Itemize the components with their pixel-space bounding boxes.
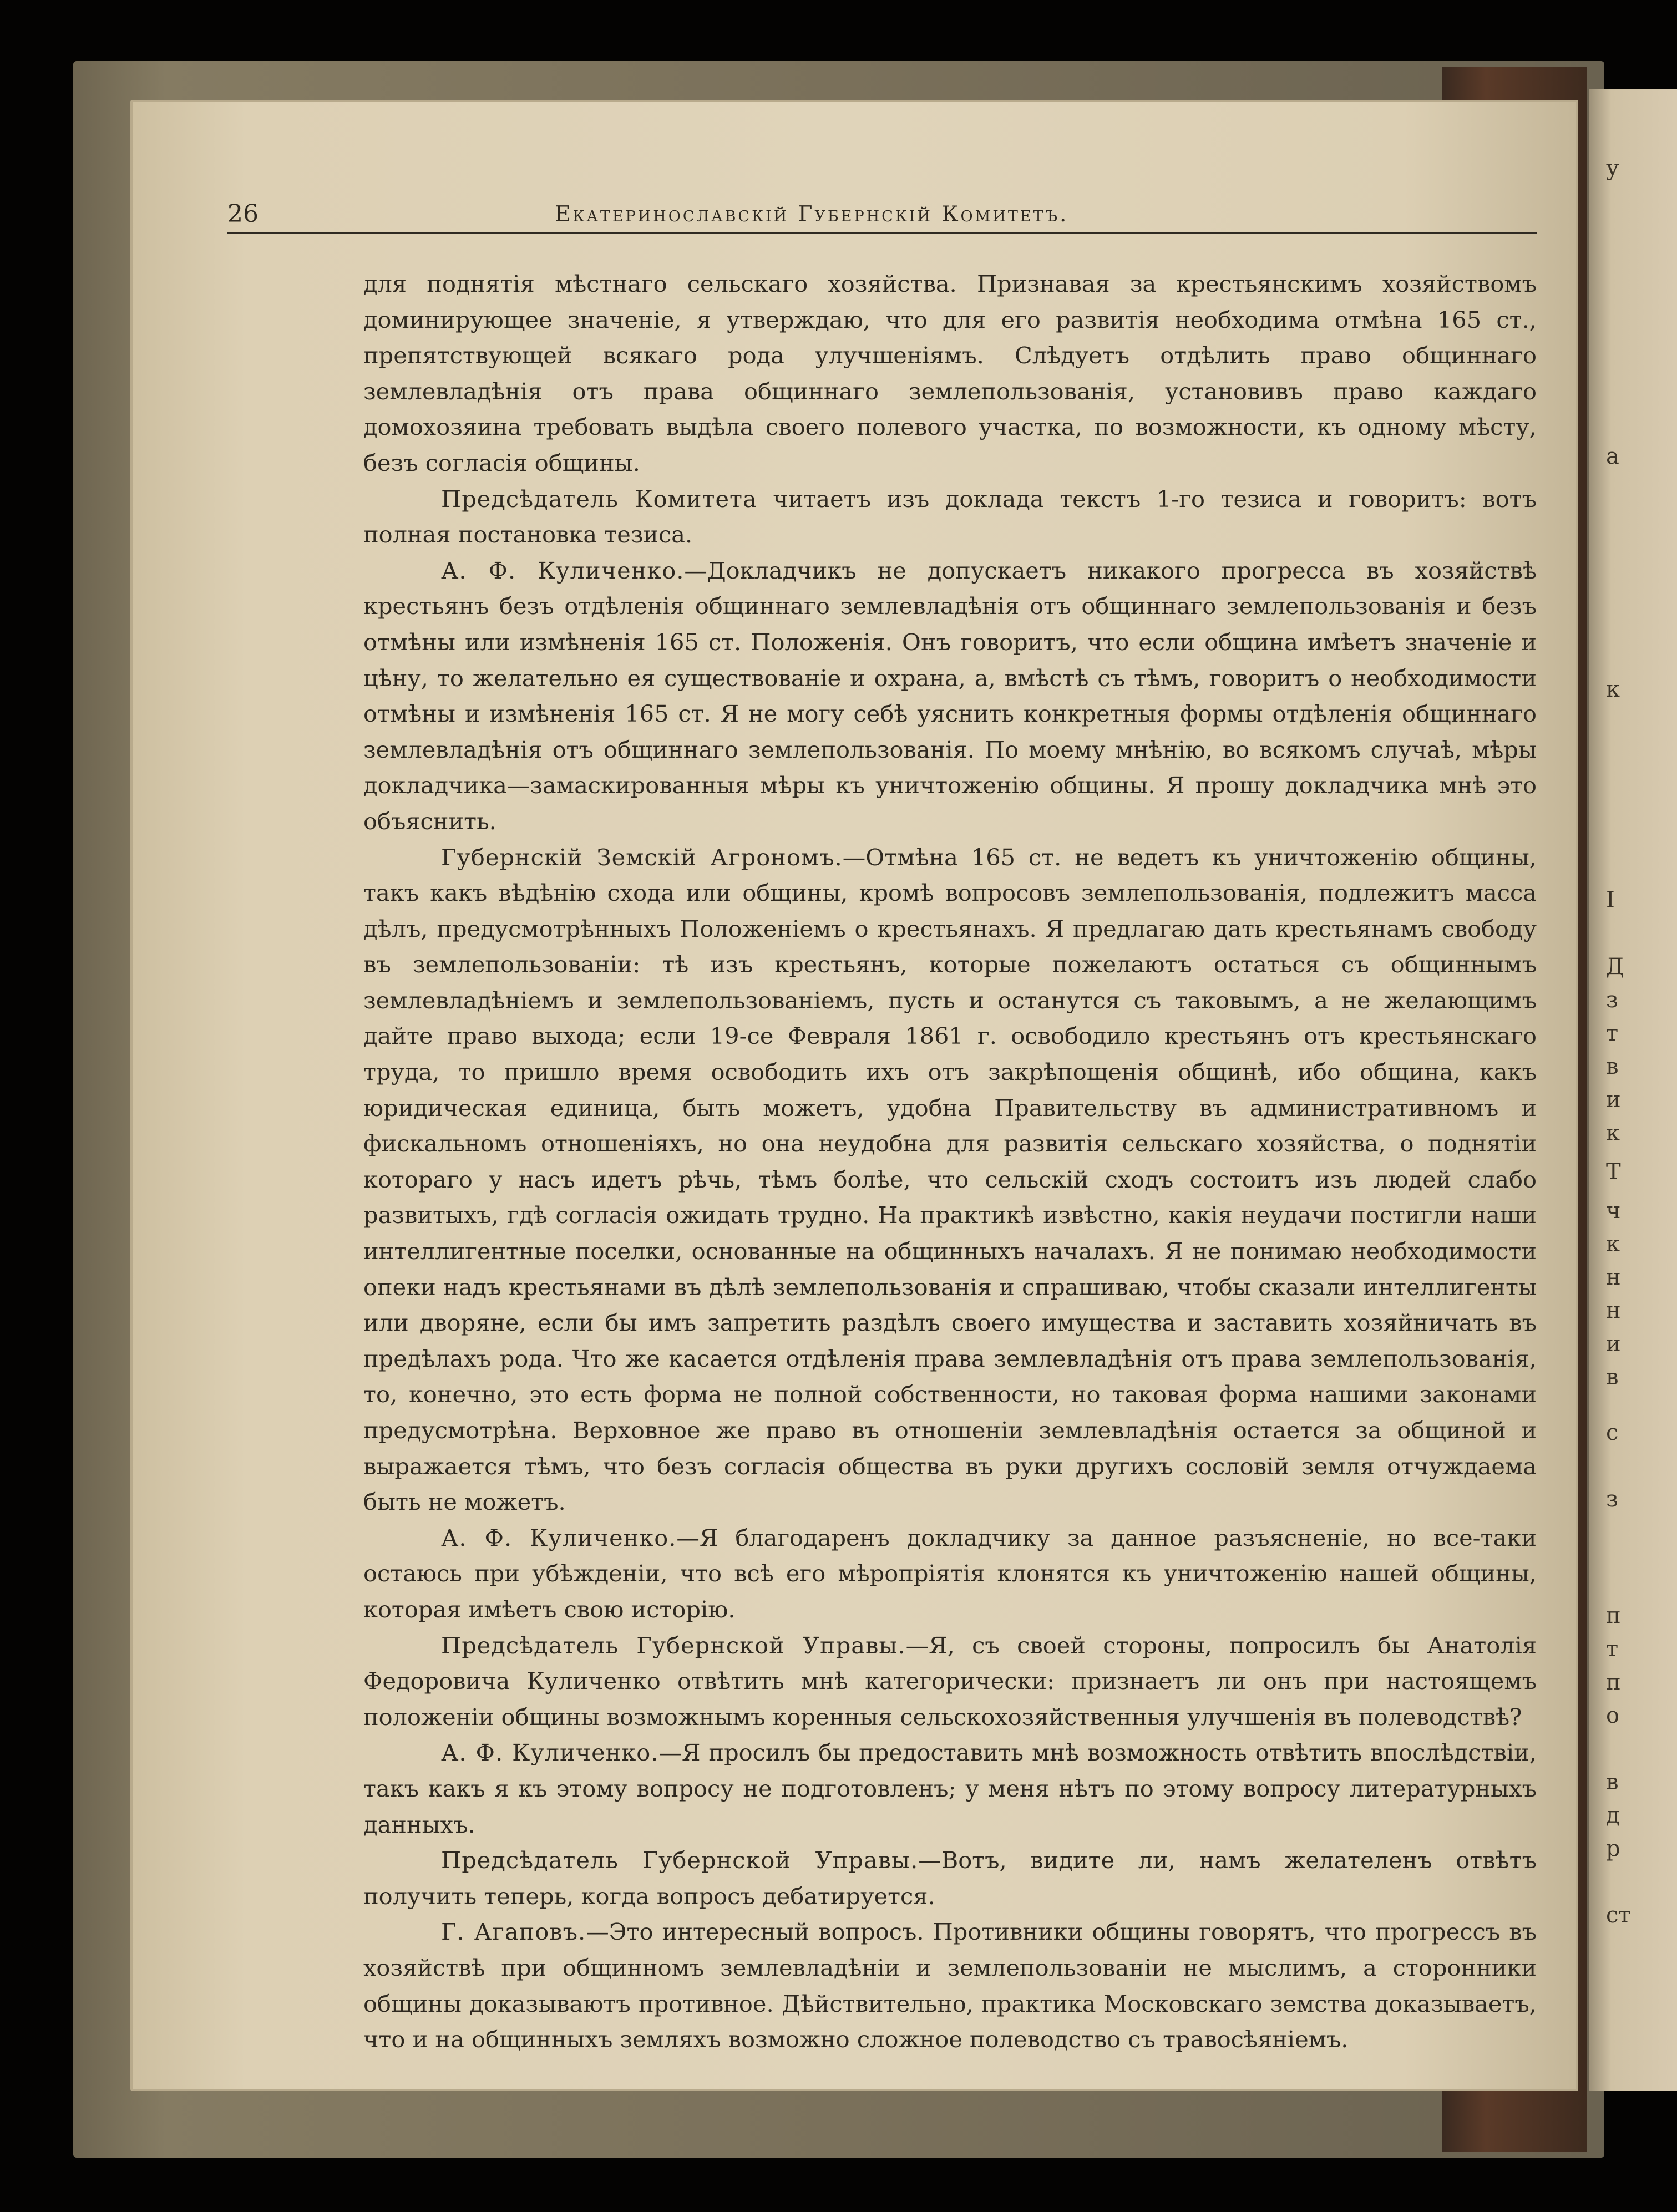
speaker: Г. Агаповъ. xyxy=(441,1918,586,1946)
paragraph-text: для поднятія мѣстнаго сельскаго хозяйства. Признавая за крестьянскимъ хозяйствомъ доминирующее значеніе, я утверждаю, что для его развитія необходима отмѣна 165 ст., препятствующей всякаго рода улучшеніямъ. Слѣдуетъ отдѣлить право общиннаго землевладѣнія отъ права общиннаго землепользованія, установивъ право каждаго домохозяина требовать выдѣла своего полевого участка, по возможности, къ одному мѣсту, безъ согласія общины. xyxy=(363,270,1537,476)
body-text xyxy=(363,266,1537,2058)
adjacent-page-fragment: а xyxy=(1606,444,1619,469)
adjacent-page-fragment: р xyxy=(1606,1836,1620,1861)
paragraph-text: —Я благодаренъ докладчику за данное разъясненіе, но все-таки остаюсь при убѣжденіи, что всѣ его мѣропріятія клонятся къ уничтоженію нашей общины, которая имѣетъ свою исторію. xyxy=(363,1524,1537,1623)
speaker: А. Ф. Куличенко. xyxy=(441,1739,659,1767)
adjacent-page xyxy=(1589,89,1677,2091)
adjacent-page-fragment: ст xyxy=(1606,1902,1631,1928)
speaker: Губернскій Земскій Агрономъ. xyxy=(441,843,843,871)
paragraph xyxy=(363,1735,1537,1843)
paragraph xyxy=(363,1914,1537,2057)
adjacent-page-fragment: з xyxy=(1606,987,1618,1013)
speaker: Предсѣдатель Губернской Управы. xyxy=(441,1846,919,1874)
speaker: Предсѣдатель Комитета xyxy=(441,485,757,513)
adjacent-page-fragment: т xyxy=(1606,1636,1619,1662)
adjacent-page-fragment: д xyxy=(1606,1803,1620,1828)
paragraph-text: —Вотъ, видите ли, намъ желателенъ отвѣтъ получить теперь, когда вопросъ дебатируется. xyxy=(363,1846,1537,1910)
paragraph xyxy=(363,266,1537,481)
paragraph xyxy=(363,840,1537,1520)
paragraph-text: —Докладчикъ не допускаетъ никакого прогресса въ хозяйствѣ крестьянъ безъ отдѣленія общиннаго землевладѣнія отъ общиннаго землепользованія и безъ отмѣны или измѣненія 165 ст. Положенія. Онъ говоритъ, что если община имѣетъ значеніе и цѣну, то желательно ея существованіе и охрана, а, вмѣстѣ съ тѣмъ, говоритъ о необходимости отмѣны и измѣненія 165 ст. Я не могу себѣ уяснить конкретныя формы отдѣленія общиннаго землевладѣнія отъ общиннаго землепользованія. По моему мнѣнію, во всякомъ случаѣ, мѣры докладчика—замаскированныя мѣры къ уничтоженію общины. Я прошу докладчика мнѣ это объяснить. xyxy=(363,556,1537,835)
adjacent-page-fragment: н xyxy=(1606,1265,1621,1290)
adjacent-page-fragment: к xyxy=(1606,1231,1620,1257)
paragraph xyxy=(363,1843,1537,1914)
adjacent-page-fragment: и xyxy=(1606,1087,1621,1113)
adjacent-page-fragment: п xyxy=(1606,1670,1621,1695)
header-rule xyxy=(227,232,1537,234)
adjacent-page-fragment: в xyxy=(1606,1054,1619,1079)
adjacent-page-fragment: п xyxy=(1606,1603,1621,1628)
running-title: Екатеринославскій Губернскій Комитетъ. xyxy=(555,202,1069,227)
adjacent-page-fragment: в xyxy=(1606,1364,1619,1390)
adjacent-page-fragment: у xyxy=(1606,155,1619,181)
adjacent-page-fragment: Т xyxy=(1606,1159,1621,1185)
adjacent-page-fragment: Д xyxy=(1606,954,1624,980)
adjacent-page-fragment: в xyxy=(1606,1769,1619,1795)
paragraph-text: читаетъ изъ доклада текстъ 1-го тезиса и говоритъ: вотъ полная постановка тезиса. xyxy=(363,485,1537,549)
paragraph-text: —Отмѣна 165 ст. не ведетъ къ уничтоженію общины, такъ какъ вѣдѣнію схода или общины, кромѣ вопросовъ землепользованія, подлежитъ масса дѣлъ, предусмотрѣнныхъ Положеніемъ о крестьянахъ. Я предлагаю дать крестьянамъ свободу въ землепользованіи: тѣ изъ крестьянъ, которые пожелаютъ остаться съ общиннымъ землевладѣніемъ и землепользованіемъ, пусть и останутся съ таковымъ, а не желающимъ дайте право выхода; если 19-се Февраля 1861 г. освободило крестьянъ отъ крестьянскаго труда, то пришло время освободить ихъ отъ закрѣпощенія общинѣ, ибо община, какъ юридическая единица, быть можетъ, удобна Правительству въ административномъ и фискальномъ отношеніяхъ, но она неудобна для развитія сельскаго хозяйства, о поднятіи котораго у насъ идетъ рѣчь, тѣмъ болѣе, что сельскій сходъ состоитъ изъ людей слабо развитыхъ, гдѣ согласія ожидать трудно. На практикѣ извѣстно, какія неудачи постигли наши интеллигентные поселки, основанные на общинныхъ началахъ. Я не понимаю необходимости опеки надъ крестьянами въ дѣлѣ землепользованія и спрашиваю, чтобы сказали интеллигенты или дворяне, если бы имъ запретить раздѣлъ своего имущества и заставить хозяйничать въ предѣлахъ рода. Что же касается отдѣленія права землевладѣнія отъ права землепользованія, то, конечно, это есть форма не полной собственности, но таковая форма нашими законами предусмотрѣна. Верховное же право въ отношеніи землевладѣнія остается за общиной и выражается тѣмъ, что безъ согласія общества въ руки другихъ сословій земля отчуждаема быть не можетъ. xyxy=(363,843,1537,1516)
adjacent-page-fragment: к xyxy=(1606,1120,1620,1146)
paragraph xyxy=(363,1520,1537,1628)
speaker: А. Ф. Куличенко. xyxy=(441,556,685,584)
speaker: Предсѣдатель Губернской Управы. xyxy=(441,1631,906,1659)
paragraph xyxy=(363,553,1537,840)
adjacent-page-fragment: I xyxy=(1606,887,1615,913)
paragraph-text: —Это интересный вопросъ. Противники общины говорятъ, что прогрессъ въ хозяйствѣ при общинномъ землевладѣніи и землепользованіи не мыслимъ, а сторонники общины доказываютъ противное. Дѣйствительно, практика Московскаго земства доказываетъ, что и на общинныхъ земляхъ возможно сложное полеводство съ травосѣяніемъ. xyxy=(363,1918,1537,2053)
page-number: 26 xyxy=(227,200,259,228)
page-header xyxy=(227,200,1537,233)
adjacent-page-fragment: н xyxy=(1606,1298,1621,1323)
adjacent-page-fragment: о xyxy=(1606,1703,1620,1728)
paragraph-text: —Я, съ своей стороны, попросилъ бы Анатолія Федоровича Куличенко отвѣтить мнѣ категорически: признаетъ ли онъ при настоящемъ положеніи общины возможнымъ коренныя сельскохозяйственныя улучшенія въ полеводствѣ? xyxy=(363,1631,1537,1731)
adjacent-page-fragment: с xyxy=(1606,1420,1619,1445)
paragraph xyxy=(363,1628,1537,1736)
adjacent-page-fragment: к xyxy=(1606,677,1620,702)
paragraph-text: —Я просилъ бы предоставить мнѣ возможность отвѣтить впослѣдствіи, такъ какъ я къ этому вопросу не подготовленъ; у меня нѣтъ по этому вопросу литературныхъ данныхъ. xyxy=(363,1739,1537,1838)
adjacent-page-fragment: т xyxy=(1606,1021,1619,1046)
adjacent-page-fragment: ч xyxy=(1606,1198,1621,1224)
paragraph xyxy=(363,481,1537,553)
adjacent-page-fragment: и xyxy=(1606,1331,1621,1357)
adjacent-page-fragment: з xyxy=(1606,1486,1618,1512)
speaker: А. Ф. Куличенко. xyxy=(441,1524,677,1551)
